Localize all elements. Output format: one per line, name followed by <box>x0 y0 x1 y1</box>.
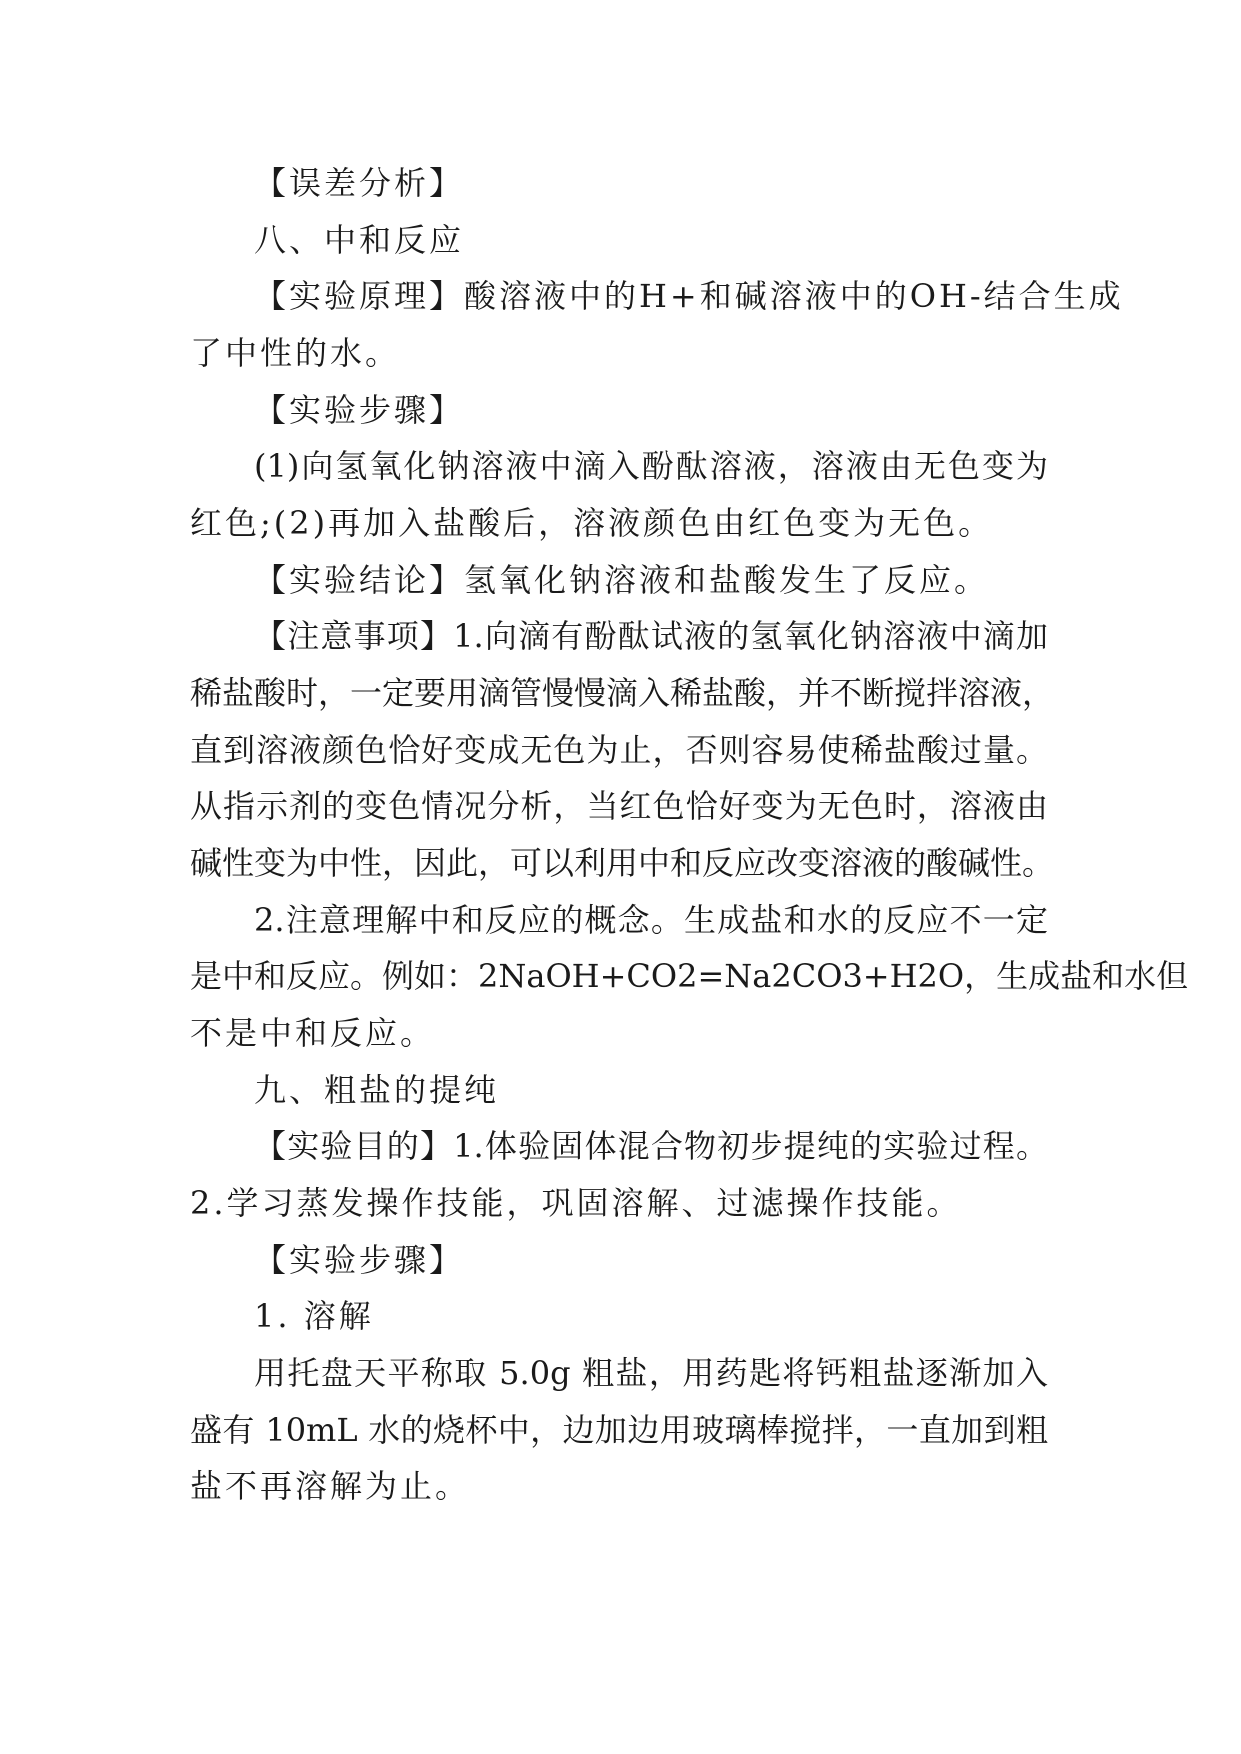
step-heading-dissolve: 1. 溶解 <box>254 1297 374 1335</box>
heading-experiment-steps: 【实验步骤】 <box>254 1241 465 1279</box>
paragraph-line: 不是中和反应。 <box>190 1014 436 1052</box>
paragraph-line: (1)向氢氧化钠溶液中滴入酚酞溶液，溶液由无色变为 <box>254 447 1048 485</box>
paragraph-line: 2.学习蒸发操作技能，巩固溶解、过滤操作技能。 <box>190 1184 962 1222</box>
section-heading-salt-purification: 九、粗盐的提纯 <box>254 1071 500 1109</box>
paragraph-line: 盛有 10mL 水的烧杯中，边加边用玻璃棒搅拌，一直加到粗 <box>190 1411 1048 1449</box>
paragraph-line: 【注意事项】1.向滴有酚酞试液的氢氧化钠溶液中滴加 <box>254 617 1048 655</box>
heading-experiment-steps: 【实验步骤】 <box>254 391 465 429</box>
paragraph-line: 【实验结论】氢氧化钠溶液和盐酸发生了反应。 <box>254 561 990 599</box>
paragraph-line: 碱性变为中性，因此，可以利用中和反应改变溶液的酸碱性。 <box>190 844 1055 882</box>
paragraph-line: 了中性的水。 <box>190 334 401 372</box>
paragraph-line: 是中和反应。例如：2NaOH+CO2=Na2CO3+H2O，生成盐和水但 <box>190 957 1189 995</box>
paragraph-line: 用托盘天平称取 5.0g 粗盐，用药匙将钙粗盐逐渐加入 <box>254 1354 1048 1392</box>
paragraph-line: 稀盐酸时，一定要用滴管慢慢滴入稀盐酸，并不断搅拌溶液， <box>190 674 1055 712</box>
paragraph-line: 直到溶液颜色恰好变成无色为止，否则容易使稀盐酸过量。 <box>190 731 1048 769</box>
paragraph-line: 【实验原理】酸溶液中的H+和碱溶液中的OH-结合生成 <box>254 277 1124 315</box>
paragraph-line: 【实验目的】1.体验固体混合物初步提纯的实验过程。 <box>254 1127 1048 1165</box>
paragraph-line: 盐不再溶解为止。 <box>190 1467 471 1505</box>
paragraph-line: 2.注意理解中和反应的概念。生成盐和水的反应不一定 <box>254 901 1048 939</box>
paragraph-line: 红色;(2)再加入盐酸后，溶液颜色由红色变为无色。 <box>190 504 994 542</box>
paragraph-line: 从指示剂的变色情况分析，当红色恰好变为无色时，溶液由 <box>190 787 1048 825</box>
heading-error-analysis: 【误差分析】 <box>254 164 465 202</box>
section-heading-neutralization: 八、中和反应 <box>254 221 465 259</box>
